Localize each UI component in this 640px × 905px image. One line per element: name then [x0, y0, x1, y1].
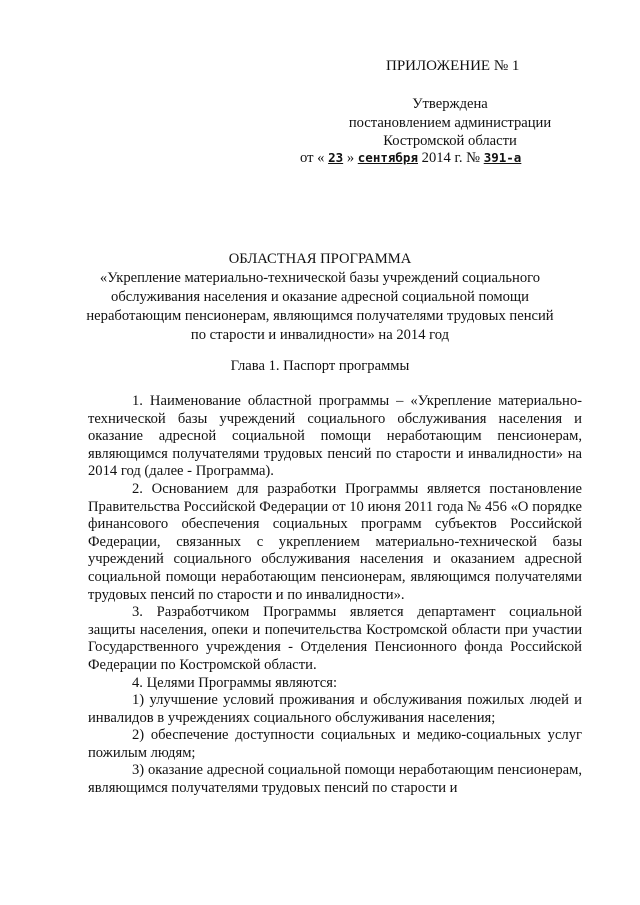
approval-line: постановлением администрации	[348, 114, 552, 131]
date-month: сентября	[357, 150, 418, 165]
chapter-heading: Глава 1. Паспорт программы	[230, 358, 410, 374]
date-prefix: от «	[300, 150, 325, 166]
document-body	[88, 393, 582, 798]
date-separator: »	[346, 150, 355, 166]
approval-line: Костромской области	[383, 133, 517, 149]
appendix-label: ПРИЛОЖЕНИЕ № 1	[386, 58, 520, 74]
paragraph: 2) обеспечение доступности социальных и медико-социальных услуг пожилым людям;	[88, 727, 582, 761]
program-title-line: по старости и инвалидности» на 2014 год	[190, 327, 450, 343]
program-title-line: неработающим пенсионерам, являющимся получателями трудовых пенсий	[86, 308, 554, 324]
date-day: 23	[328, 150, 344, 165]
program-heading: ОБЛАСТНАЯ ПРОГРАММА	[228, 251, 412, 267]
paragraph: 4. Целями Программы являются:	[132, 674, 338, 691]
program-title-line: обслуживания населения и оказание адресной социальной помощи	[111, 289, 529, 305]
approval-line: Утверждена	[412, 96, 488, 112]
date-year: 2014 г. №	[421, 150, 481, 166]
paragraph: 3) оказание адресной социальной помощи неработающим пенсионерам, являющимся получателями трудовых пенсий по старости и	[88, 762, 582, 797]
paragraph: 1) улучшение условий проживания и обслуживания пожилых людей и инвалидов в учреждениях социального обслуживания населения;	[88, 692, 582, 726]
paragraph: 3. Разработчиком Программы является департамент социальной защиты населения, опеки и попечительства Костромской области при участии Государственного учреждения - Отделения Пенсионного фонда Российской Федерации по Костромской области.	[88, 604, 582, 673]
approval-block	[300, 95, 600, 151]
paragraph: 2. Основанием для разработки Программы является постановление Правительства Российской Федерации от 10 июня 2011 года № 456 «О порядке финансового обеспечения социальных программ субъектов Российской Федерации, связанных с укреплением материально-технической базы учреждений социального обслуживания населения и оказанием адресной социальной помощи неработающим пенсионерам, являющимся получателями трудовых пенсий по старости и по инвалидности».	[88, 480, 582, 603]
approval-date-line	[300, 150, 521, 167]
document-number: 391-а	[483, 150, 522, 165]
paragraph: 1. Наименование областной программы – «Укрепление материально-технической базы учреждений социального обслуживания населения и оказание адресной социальной помощи неработающим пенсионерам, являющимся получателями трудовых пенсий по старости и инвалидности» на 2014 год (далее - Программа).	[88, 393, 582, 480]
program-title-line: «Укрепление материально-технической базы учреждений социального	[99, 270, 541, 286]
program-title	[80, 250, 560, 345]
